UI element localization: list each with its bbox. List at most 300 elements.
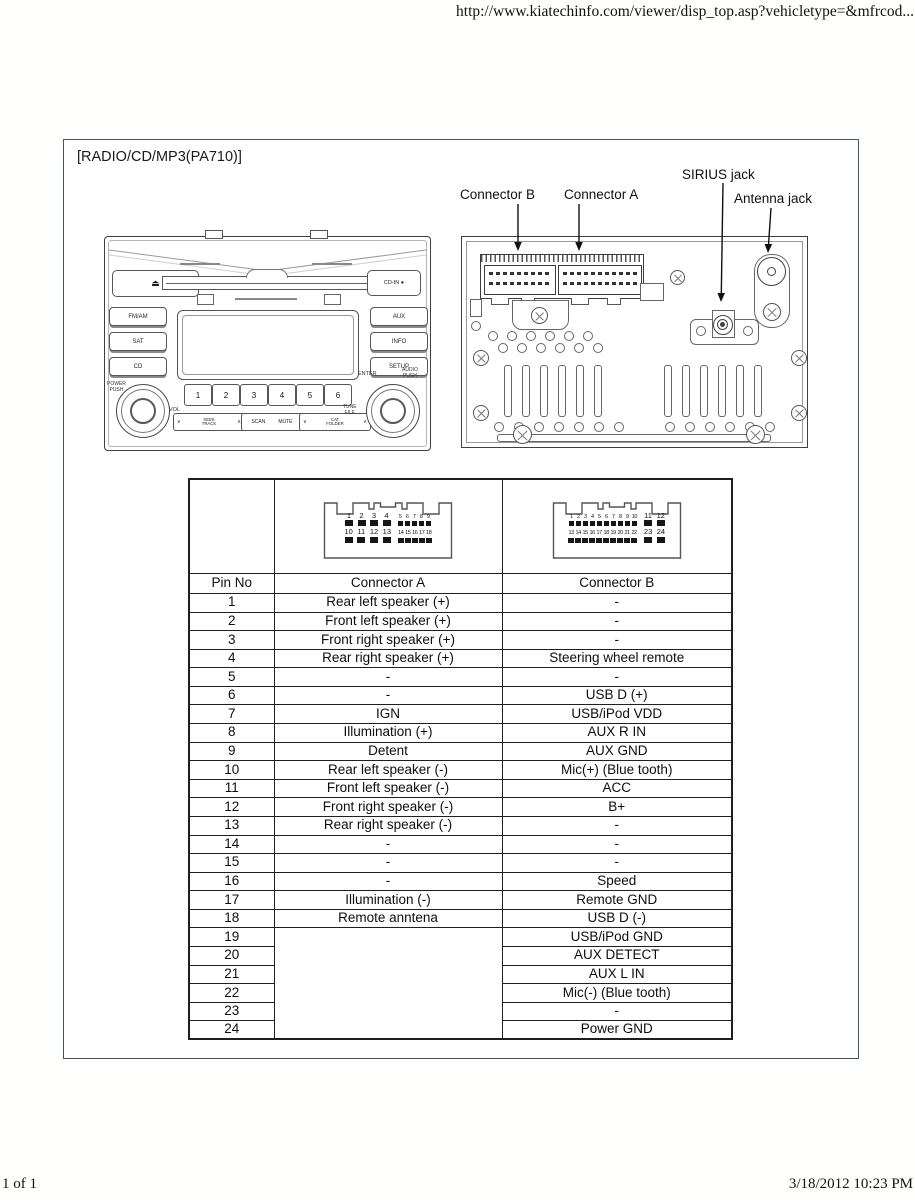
vent-hole bbox=[494, 422, 504, 432]
vent-slot bbox=[540, 365, 548, 417]
preset-6-label: 6 bbox=[335, 390, 341, 400]
pin bbox=[597, 515, 603, 527]
pin-square bbox=[426, 521, 432, 526]
panel-screw bbox=[670, 270, 685, 285]
pin bbox=[358, 512, 366, 527]
panel-screw bbox=[513, 425, 532, 444]
enter-label: ENTER bbox=[358, 371, 377, 377]
pin-number: 6 bbox=[604, 513, 608, 520]
vent-hole bbox=[614, 422, 624, 432]
vent-slot bbox=[664, 365, 672, 417]
connector-a-cell: Rear right speaker (+) bbox=[274, 649, 502, 668]
vent-slot bbox=[594, 365, 602, 417]
pin-row bbox=[554, 528, 680, 543]
preset-3-button-drawing bbox=[240, 384, 268, 406]
display-inner bbox=[182, 315, 354, 375]
pin-number-cell: 9 bbox=[189, 742, 274, 761]
pin-number: 7 bbox=[412, 513, 416, 520]
sirius-jack-inner bbox=[717, 319, 728, 330]
pin-number: 1 bbox=[346, 510, 352, 520]
pin bbox=[575, 531, 581, 543]
pin bbox=[370, 528, 378, 543]
vent-hole bbox=[665, 422, 675, 432]
connector-a-cell: Illumination (-) bbox=[274, 891, 502, 910]
radio-rear-panel-drawing bbox=[461, 236, 808, 448]
bracket-screw bbox=[531, 307, 548, 324]
pin-number-cell: 12 bbox=[189, 798, 274, 817]
connector-a-cell: - bbox=[274, 668, 502, 687]
connector-b-cell: - bbox=[502, 631, 732, 650]
connector-a-cell: - bbox=[274, 686, 502, 705]
pin-number: 11 bbox=[357, 527, 366, 536]
pin-square bbox=[617, 538, 623, 543]
pin-group bbox=[569, 515, 638, 527]
panel-screw bbox=[473, 405, 489, 421]
connector-a-cell: IGN bbox=[274, 705, 502, 724]
pin-square bbox=[657, 537, 665, 543]
connector-a-cell: Front left speaker (+) bbox=[274, 612, 502, 631]
cd-button-drawing bbox=[109, 357, 167, 376]
vent-hole bbox=[583, 331, 593, 341]
pin bbox=[412, 531, 418, 543]
sat-button-drawing bbox=[109, 332, 167, 351]
pin-square bbox=[625, 521, 631, 526]
pin-group bbox=[344, 528, 391, 543]
pin-number: 17 bbox=[596, 530, 602, 536]
cat-label-2: FOLDER bbox=[326, 421, 344, 426]
pin-table-row bbox=[189, 928, 732, 947]
preset-3-label: 3 bbox=[251, 390, 257, 400]
pin-square bbox=[345, 520, 353, 526]
pin-number: 11 bbox=[644, 510, 652, 520]
vent-slot bbox=[522, 365, 530, 417]
connector-b-diagram-cell bbox=[502, 479, 732, 574]
decor-rect bbox=[470, 299, 482, 317]
pin-number-cell: 13 bbox=[189, 816, 274, 835]
vol-label: VOL bbox=[169, 407, 181, 413]
pin-group bbox=[345, 512, 391, 527]
connector-b-cell: USB D (-) bbox=[502, 909, 732, 928]
connector-tab bbox=[571, 298, 589, 305]
pin bbox=[582, 531, 588, 543]
pin-number: 2 bbox=[359, 510, 364, 520]
connector-tab bbox=[491, 298, 509, 305]
pin-number-cell: 24 bbox=[189, 1021, 274, 1040]
pin-number-cell: 22 bbox=[189, 984, 274, 1003]
pin-table-row bbox=[189, 909, 732, 928]
cat-down-arrow: ∨ bbox=[303, 419, 307, 425]
connector-b-cell: - bbox=[502, 594, 732, 613]
pin bbox=[611, 515, 617, 527]
pin bbox=[618, 515, 624, 527]
pin-square bbox=[596, 538, 602, 543]
decor-rect bbox=[324, 294, 341, 305]
pin-table-row bbox=[189, 649, 732, 668]
connector-b-cell: AUX R IN bbox=[502, 724, 732, 743]
pin bbox=[631, 531, 637, 543]
connector-b-cell: Speed bbox=[502, 872, 732, 891]
pin-square bbox=[576, 521, 582, 526]
vent-hole bbox=[488, 331, 498, 341]
pin bbox=[583, 515, 589, 527]
connector-hatch bbox=[481, 255, 643, 262]
pin-table-header-row bbox=[189, 574, 732, 594]
pin-number: 3 bbox=[583, 513, 587, 520]
vent-hole bbox=[536, 343, 546, 353]
vent-slot bbox=[576, 365, 584, 417]
aux-button-drawing bbox=[370, 307, 428, 326]
pin-square bbox=[632, 521, 638, 526]
panel-screw bbox=[791, 350, 807, 366]
fmam-label: FM/AM bbox=[128, 313, 148, 320]
pin-table-row bbox=[189, 835, 732, 854]
pin-number: 14 bbox=[398, 530, 404, 536]
pin-number: 18 bbox=[426, 530, 432, 536]
pin-square bbox=[370, 537, 378, 543]
preset-5-label: 5 bbox=[307, 390, 313, 400]
seek-label-1: SEEK bbox=[203, 416, 215, 422]
seek-up-arrow: ∧ bbox=[237, 419, 241, 425]
pin-square bbox=[624, 538, 630, 543]
pin-number: 8 bbox=[618, 513, 622, 520]
vent-hole bbox=[765, 422, 775, 432]
decor-bar bbox=[180, 263, 220, 265]
pin bbox=[412, 515, 418, 527]
header-connector-b: Connector B bbox=[502, 574, 732, 594]
empty-cell bbox=[189, 479, 274, 574]
display-drawing bbox=[177, 310, 359, 380]
pin-number-cell: 5 bbox=[189, 668, 274, 687]
connector-a-cell: Rear left speaker (+) bbox=[274, 594, 502, 613]
pin-number: 9 bbox=[625, 513, 629, 520]
pin-number-cell: 8 bbox=[189, 724, 274, 743]
preset-1-button-drawing bbox=[184, 384, 212, 406]
connector-b-pins bbox=[554, 512, 680, 543]
connector-a-pinout-diagram bbox=[323, 494, 453, 560]
connector-a-diagram-cell bbox=[274, 479, 502, 574]
pin-row bbox=[325, 528, 451, 543]
pin-square bbox=[358, 520, 366, 526]
callout-sirius-jack: SIRIUS jack bbox=[682, 167, 755, 182]
pin-number-cell: 23 bbox=[189, 1002, 274, 1021]
pin bbox=[426, 515, 432, 527]
pin-number: 24 bbox=[656, 527, 666, 536]
pin-table-row bbox=[189, 631, 732, 650]
knob-center bbox=[380, 398, 406, 424]
connector-a-cell: - bbox=[274, 872, 502, 891]
connector-b-cell: USB/iPod GND bbox=[502, 928, 732, 947]
pin-number: 9 bbox=[426, 513, 430, 520]
pin-number: 23 bbox=[643, 527, 653, 536]
pin-square bbox=[604, 521, 610, 526]
pin-number: 20 bbox=[617, 530, 623, 536]
cd-in-label: CD-IN ● bbox=[383, 280, 405, 286]
connector-a-cell: - bbox=[274, 854, 502, 873]
connector-b-cell: ACC bbox=[502, 779, 732, 798]
browser-url-header: http://www.kiatechinfo.com/viewer/disp_top.asp?vehicletype=&mfrcod... bbox=[456, 3, 914, 20]
pin-square bbox=[345, 537, 353, 543]
panel-screw bbox=[473, 350, 489, 366]
connector-a-cell: Front right speaker (-) bbox=[274, 798, 502, 817]
pin-table-row bbox=[189, 668, 732, 687]
preset-4-label: 4 bbox=[279, 390, 285, 400]
vent-slot bbox=[718, 365, 726, 417]
pin-number: 15 bbox=[582, 530, 588, 536]
audio-label-2: PUSH bbox=[402, 372, 417, 379]
preset-2-button-drawing bbox=[212, 384, 240, 406]
pin-table-row bbox=[189, 594, 732, 613]
chassis-tab bbox=[310, 230, 328, 239]
pin-square bbox=[412, 521, 418, 526]
preset-2-label: 2 bbox=[223, 390, 229, 400]
panel-screw bbox=[746, 425, 765, 444]
pin-square bbox=[597, 521, 603, 526]
aux-label: AUX bbox=[392, 313, 406, 320]
pin-table-row bbox=[189, 761, 732, 780]
connector-b-pinout-diagram bbox=[552, 494, 682, 560]
pin-table-row bbox=[189, 705, 732, 724]
setup-button-drawing bbox=[370, 357, 428, 376]
connector-b-cell: - bbox=[502, 612, 732, 631]
connector-a-cell: Rear right speaker (-) bbox=[274, 816, 502, 835]
pin bbox=[604, 515, 610, 527]
pin-number-cell: 18 bbox=[189, 909, 274, 928]
pin-square bbox=[568, 538, 574, 543]
pin-number: 13 bbox=[568, 530, 574, 536]
info-label: INFO bbox=[391, 338, 407, 345]
pin-row bbox=[554, 512, 680, 527]
pin-square bbox=[644, 520, 652, 526]
power-knob-label bbox=[107, 382, 126, 394]
pin-table-row bbox=[189, 798, 732, 817]
pin-number: 5 bbox=[597, 513, 601, 520]
chassis-tab bbox=[205, 230, 223, 239]
pin-square bbox=[583, 521, 589, 526]
pin-number-cell: 7 bbox=[189, 705, 274, 724]
connector-b-cell: - bbox=[502, 835, 732, 854]
pin-number: 17 bbox=[419, 530, 425, 536]
pin-number: 12 bbox=[656, 510, 665, 520]
pin bbox=[624, 531, 630, 543]
vent-hole bbox=[564, 331, 574, 341]
pin bbox=[419, 531, 425, 543]
vent-hole bbox=[555, 343, 565, 353]
pin-row bbox=[325, 512, 451, 527]
pin-number-cell: 10 bbox=[189, 761, 274, 780]
vent-slot bbox=[504, 365, 512, 417]
pin bbox=[657, 512, 665, 527]
pin-square bbox=[370, 520, 378, 526]
audio-knob-label bbox=[402, 368, 418, 380]
pin bbox=[426, 531, 432, 543]
pin bbox=[370, 512, 378, 527]
diagram-frame bbox=[63, 139, 859, 1059]
pin-dash-row bbox=[563, 272, 637, 275]
vent-hole bbox=[593, 343, 603, 353]
pin-square bbox=[398, 538, 404, 543]
connector-b-cell: Mic(+) (Blue tooth) bbox=[502, 761, 732, 780]
connector-a-cell: Illumination (+) bbox=[274, 724, 502, 743]
bottom-rail bbox=[497, 434, 771, 442]
pin-number: 8 bbox=[419, 513, 423, 520]
pin bbox=[398, 515, 404, 527]
pin-number: 7 bbox=[611, 513, 615, 520]
pin-number-cell: 11 bbox=[189, 779, 274, 798]
decor-bar bbox=[235, 298, 297, 300]
tune-label-1: TUNE bbox=[343, 404, 357, 410]
pin bbox=[644, 512, 652, 527]
diagram-title: [RADIO/CD/MP3(PA710)] bbox=[77, 149, 242, 165]
connector-b-cell: USB D (+) bbox=[502, 686, 732, 705]
panel-screw bbox=[791, 405, 807, 421]
connector-b-cell: Power GND bbox=[502, 1021, 732, 1040]
connector-diagram-row bbox=[189, 479, 732, 574]
pin-square bbox=[631, 538, 637, 543]
vent-slot bbox=[558, 365, 566, 417]
pin-number: 3 bbox=[371, 510, 377, 520]
pin-square bbox=[618, 521, 624, 526]
pin bbox=[596, 531, 602, 543]
pin-table-row bbox=[189, 612, 732, 631]
print-timestamp: 3/18/2012 10:23 PM bbox=[788, 1176, 913, 1192]
sirius-bracket-hole bbox=[696, 326, 706, 336]
preset-6-button-drawing bbox=[324, 384, 352, 406]
page-number: 1 of 1 bbox=[2, 1176, 37, 1192]
pin bbox=[569, 515, 575, 527]
eject-icon: ⏏ bbox=[151, 278, 160, 288]
pin-square bbox=[412, 538, 418, 543]
pin-number: 4 bbox=[384, 510, 389, 520]
power-label-2: PUSH bbox=[109, 386, 124, 393]
connector-a-cell: Rear left speaker (-) bbox=[274, 761, 502, 780]
pin bbox=[617, 531, 623, 543]
connector-a-pins bbox=[325, 512, 451, 543]
sirius-bracket-hole bbox=[743, 326, 753, 336]
decor-hole bbox=[471, 321, 481, 331]
callout-connector-b: Connector B bbox=[460, 187, 536, 202]
pin bbox=[632, 515, 638, 527]
pin-dash-row bbox=[489, 282, 551, 285]
pin-table-row bbox=[189, 742, 732, 761]
cat-label-1: CAT bbox=[330, 416, 340, 422]
pin-square bbox=[657, 520, 665, 526]
pin-table-row bbox=[189, 686, 732, 705]
pin-number-cell: 2 bbox=[189, 612, 274, 631]
pin-number: 10 bbox=[344, 527, 353, 536]
mute-label: MUTE bbox=[278, 419, 293, 425]
cd-in-indicator-drawing bbox=[367, 270, 421, 296]
pin bbox=[405, 531, 411, 543]
pin bbox=[345, 512, 353, 527]
connector-b-cell: Steering wheel remote bbox=[502, 649, 732, 668]
pin-number-cell: 3 bbox=[189, 631, 274, 650]
scan-mute-button-drawing bbox=[241, 413, 303, 431]
pin-number-cell: 19 bbox=[189, 928, 274, 947]
connector-a-drawing bbox=[558, 265, 642, 295]
pin-number: 1 bbox=[569, 513, 573, 520]
pin-number: 16 bbox=[412, 530, 418, 536]
vent-hole bbox=[534, 422, 544, 432]
connector-b-drawing bbox=[484, 265, 556, 295]
pin bbox=[419, 515, 425, 527]
pin bbox=[610, 531, 616, 543]
pin-square bbox=[383, 537, 391, 543]
pin-square bbox=[357, 537, 365, 543]
pin-number-cell: 17 bbox=[189, 891, 274, 910]
connector-b-cell: USB/iPod VDD bbox=[502, 705, 732, 724]
pin-number-cell: 16 bbox=[189, 872, 274, 891]
vent-hole bbox=[526, 331, 536, 341]
cat-up-arrow: ∧ bbox=[363, 419, 367, 425]
preset-5-button-drawing bbox=[296, 384, 324, 406]
vent-hole bbox=[574, 343, 584, 353]
pin bbox=[590, 515, 596, 527]
pin-number-cell: 4 bbox=[189, 649, 274, 668]
connector-b-cell: - bbox=[502, 816, 732, 835]
pin bbox=[625, 515, 631, 527]
pin-group bbox=[644, 512, 665, 527]
pin-square bbox=[610, 538, 616, 543]
antenna-jack-drawing bbox=[757, 257, 786, 286]
pin-assignment-table bbox=[188, 478, 733, 1040]
cd-label: CD bbox=[133, 363, 143, 370]
pin-square bbox=[419, 521, 425, 526]
pin-number-cell: 1 bbox=[189, 594, 274, 613]
pin-group bbox=[398, 515, 432, 527]
vent-hole bbox=[517, 343, 527, 353]
connector-b-cell: Mic(-) (Blue tooth) bbox=[502, 984, 732, 1003]
pin-square bbox=[589, 538, 595, 543]
callout-antenna-jack: Antenna jack bbox=[734, 191, 813, 206]
connector-b-cell: AUX GND bbox=[502, 742, 732, 761]
preset-1-label: 1 bbox=[195, 390, 201, 400]
vent-hole bbox=[574, 422, 584, 432]
pin-square bbox=[569, 521, 575, 526]
connector-a-cell: Remote anntena bbox=[274, 909, 502, 928]
decor-rect bbox=[640, 283, 664, 301]
pin-number: 22 bbox=[631, 530, 637, 536]
pin-number-cell: 14 bbox=[189, 835, 274, 854]
pin bbox=[603, 531, 609, 543]
vent-hole bbox=[545, 331, 555, 341]
pin-group bbox=[398, 531, 432, 543]
pin-number-cell: 15 bbox=[189, 854, 274, 873]
connector-b-cell: - bbox=[502, 854, 732, 873]
vent-hole bbox=[554, 422, 564, 432]
connector-b-cell: - bbox=[502, 668, 732, 687]
pin-number: 6 bbox=[405, 513, 409, 520]
connector-tab bbox=[607, 298, 621, 305]
pin-table-row bbox=[189, 891, 732, 910]
pin-group bbox=[568, 531, 637, 543]
fmam-button-drawing bbox=[109, 307, 167, 326]
pin-number: 15 bbox=[405, 530, 411, 536]
connector-a-cell: Detent bbox=[274, 742, 502, 761]
pin-square bbox=[590, 521, 596, 526]
connector-b-cell: Remote GND bbox=[502, 891, 732, 910]
pin-table-row bbox=[189, 816, 732, 835]
connector-a-cell: - bbox=[274, 835, 502, 854]
connector-b-cell: - bbox=[502, 1002, 732, 1021]
knob-center bbox=[130, 398, 156, 424]
antenna-jack-inner bbox=[767, 267, 776, 276]
pin-number: 18 bbox=[603, 530, 609, 536]
pin bbox=[589, 531, 595, 543]
pin-square bbox=[405, 538, 411, 543]
pin-square bbox=[419, 538, 425, 543]
antenna-screw bbox=[763, 303, 781, 321]
power-label-1: POWER bbox=[107, 381, 126, 387]
